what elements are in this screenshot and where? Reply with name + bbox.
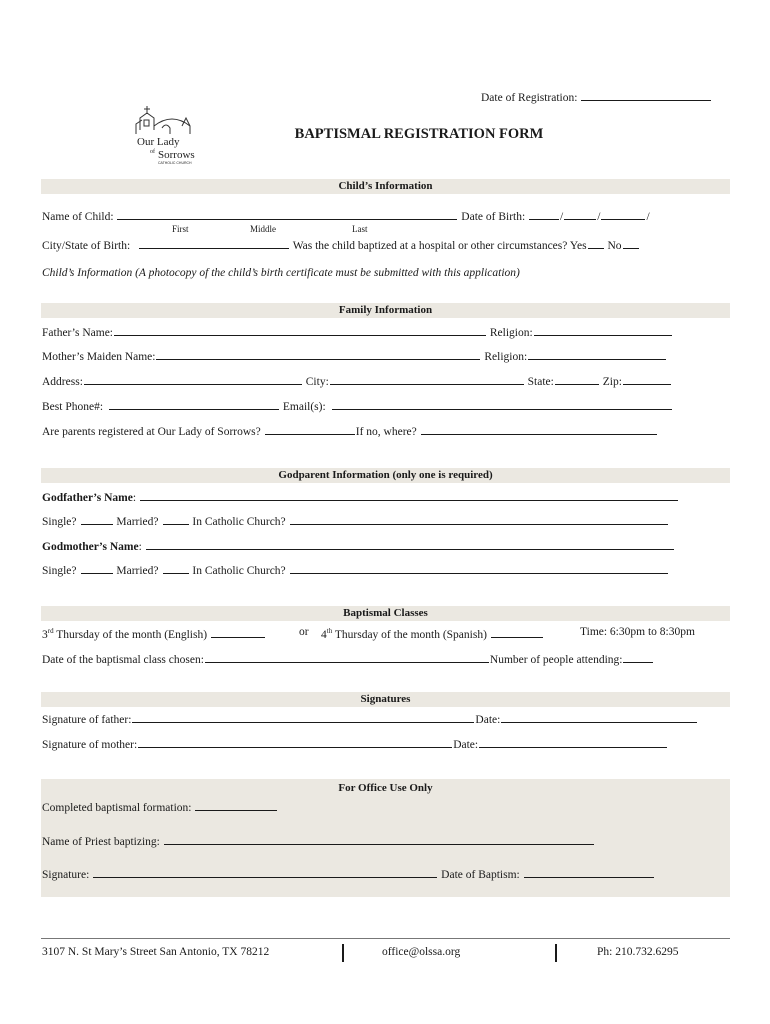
mother-signature-date-blank[interactable] — [479, 736, 667, 748]
first-caption: First — [172, 224, 189, 234]
godfather-status-row — [42, 513, 669, 528]
class-date-row — [42, 651, 654, 666]
hospital-question: Was the child baptized at a hospital or other circumstances? Yes — [292, 240, 587, 252]
middle-caption: Middle — [250, 224, 276, 234]
godmother-status-row — [42, 562, 669, 577]
father-row — [42, 324, 673, 339]
godparent-section-title: Godparent Information (only one is required) — [278, 469, 493, 481]
godfather-single-label: Single? — [42, 516, 77, 528]
phone-email-row — [42, 398, 673, 413]
date-of-registration-field — [481, 89, 712, 104]
baptism-date-label: Date of Baptism: — [441, 869, 520, 881]
english-num: 3 — [42, 629, 48, 641]
godmother-label: Godmother’s Name — [42, 541, 139, 553]
father-name-blank[interactable] — [114, 324, 486, 336]
mother-name-label: Mother’s Maiden Name: — [42, 351, 156, 363]
father-religion-label: Religion: — [489, 327, 533, 339]
family-section-title: Family Information — [338, 304, 433, 316]
address-row — [42, 373, 672, 388]
godmother-catholic-label: In Catholic Church? — [192, 565, 286, 577]
office-signature-row — [42, 866, 655, 881]
english-sup: rd — [47, 627, 54, 636]
city-state-label: City/State of Birth: — [42, 240, 131, 252]
english-class-blank[interactable] — [211, 626, 265, 638]
footer-email[interactable]: office@olssa.org — [382, 946, 461, 958]
mother-religion-blank[interactable] — [528, 348, 666, 360]
godfather-single-blank[interactable] — [81, 513, 113, 525]
form-title: BAPTISMAL REGISTRATION FORM — [294, 126, 544, 142]
godmother-catholic-blank[interactable] — [290, 562, 668, 574]
godfather-row: Godfather’s Name: — [42, 489, 679, 504]
office-signature-blank[interactable] — [93, 866, 437, 878]
godmother-single-label: Single? — [42, 565, 77, 577]
godfather-catholic-blank[interactable] — [290, 513, 668, 525]
godfather-married-blank[interactable] — [163, 513, 189, 525]
english-class-label: Thursday of the month (English) — [56, 629, 208, 641]
spanish-class-option — [321, 626, 544, 641]
godfather-blank[interactable] — [140, 489, 678, 501]
priest-label: Name of Priest baptizing: — [42, 836, 160, 848]
if-no-label: If no, where? — [355, 426, 417, 438]
logo-line3: Sorrows — [158, 149, 195, 161]
city-state-row — [42, 237, 640, 252]
child-section-title: Child’s Information — [338, 180, 433, 192]
spanish-class-label: Thursday of the month (Spanish) — [334, 629, 487, 641]
address-label: Address: — [42, 376, 83, 388]
attending-label: Number of people attending: — [489, 654, 623, 666]
godmother-single-blank[interactable] — [81, 562, 113, 574]
godmother-married-label: Married? — [116, 565, 159, 577]
father-signature-row — [42, 711, 698, 726]
dob-year-blank[interactable] — [601, 208, 645, 220]
email-label: Email(s): — [282, 401, 326, 413]
signatures-section-band — [41, 692, 730, 707]
family-section-band — [41, 303, 730, 318]
dob-day-blank[interactable] — [564, 208, 596, 220]
address-blank[interactable] — [84, 373, 302, 385]
godmother-married-blank[interactable] — [163, 562, 189, 574]
completed-formation-blank[interactable] — [195, 799, 277, 811]
hospital-yes-blank[interactable] — [588, 237, 604, 249]
class-date-blank[interactable] — [205, 651, 489, 663]
phone-label: Best Phone#: — [42, 401, 104, 413]
english-class-option — [42, 626, 266, 641]
office-section-title: For Office Use Only — [338, 782, 433, 794]
hospital-no-blank[interactable] — [623, 237, 639, 249]
logo-line4: CATHOLIC CHURCH — [158, 161, 192, 165]
class-time: Time: 6:30pm to 8:30pm — [580, 626, 695, 638]
dob-label: Date of Birth: — [461, 211, 526, 223]
godfather-married-label: Married? — [116, 516, 159, 528]
spanish-sup: th — [326, 627, 333, 636]
hospital-no-label: No — [607, 240, 622, 252]
or-label: or — [299, 626, 309, 638]
classes-section-band — [41, 606, 730, 621]
date-of-registration-blank[interactable] — [581, 89, 711, 101]
signatures-section-title: Signatures — [360, 693, 411, 705]
father-religion-blank[interactable] — [534, 324, 672, 336]
date-of-registration-label: Date of Registration: — [481, 92, 578, 104]
registered-question: Are parents registered at Our Lady of Sorrows? — [42, 426, 261, 438]
classes-section-title: Baptismal Classes — [343, 607, 428, 619]
godfather-label: Godfather’s Name — [42, 492, 133, 504]
dob-month-blank[interactable] — [529, 208, 559, 220]
baptism-date-blank[interactable] — [524, 866, 654, 878]
child-name-row: Name of Child: Date of Birth: / / / — [42, 208, 650, 223]
state-blank[interactable] — [555, 373, 599, 385]
priest-row — [42, 833, 595, 848]
footer-divider — [41, 938, 730, 939]
attending-blank[interactable] — [623, 651, 653, 663]
class-date-label: Date of the baptismal class chosen: — [42, 654, 204, 666]
city-label: City: — [305, 376, 329, 388]
godmother-blank[interactable] — [146, 538, 674, 550]
child-name-blank[interactable] — [117, 208, 457, 220]
zip-blank[interactable] — [623, 373, 671, 385]
completed-formation-label: Completed baptismal formation: — [42, 802, 192, 814]
city-blank[interactable] — [330, 373, 524, 385]
email-blank[interactable] — [332, 398, 672, 410]
footer-phone: Ph: 210.732.6295 — [597, 946, 679, 958]
mother-religion-label: Religion: — [484, 351, 528, 363]
birth-certificate-note: Child’s Information (A photocopy of the child’s birth certificate must be submitted with this application) — [42, 267, 520, 279]
godparent-section-band — [41, 468, 730, 483]
footer-address: 3107 N. St Mary’s Street San Antonio, TX 78212 — [42, 946, 270, 958]
mother-row — [42, 348, 667, 363]
father-signature-blank[interactable] — [132, 711, 474, 723]
zip-label: Zip: — [602, 376, 622, 388]
mother-signature-date-label: Date: — [453, 739, 479, 751]
father-signature-label: Signature of father: — [42, 714, 132, 726]
city-state-blank[interactable] — [139, 237, 289, 249]
if-no-blank[interactable] — [421, 423, 657, 435]
phone-blank[interactable] — [109, 398, 279, 410]
footer-separator-1 — [342, 944, 344, 962]
registered-blank[interactable] — [265, 423, 355, 435]
godmother-row: Godmother’s Name: — [42, 538, 675, 553]
last-caption: Last — [352, 224, 368, 234]
footer-separator-2 — [555, 944, 557, 962]
registered-row — [42, 423, 658, 438]
father-signature-date-label: Date: — [475, 714, 501, 726]
mother-signature-row — [42, 736, 668, 751]
father-name-label: Father’s Name: — [42, 327, 114, 339]
logo-line1: Our Lady — [137, 136, 180, 148]
mother-name-blank[interactable] — [156, 348, 480, 360]
father-signature-date-blank[interactable] — [501, 711, 697, 723]
spanish-num: 4 — [321, 629, 327, 641]
child-name-label: Name of Child: — [42, 211, 114, 223]
completed-formation-row — [42, 799, 278, 814]
priest-blank[interactable] — [164, 833, 594, 845]
office-signature-label: Signature: — [42, 869, 90, 881]
state-label: State: — [527, 376, 554, 388]
mother-signature-label: Signature of mother: — [42, 739, 138, 751]
office-use-panel — [41, 779, 730, 897]
child-section-band — [41, 179, 730, 194]
spanish-class-blank[interactable] — [491, 626, 543, 638]
logo-line2: of — [150, 149, 155, 155]
godfather-catholic-label: In Catholic Church? — [192, 516, 286, 528]
mother-signature-blank[interactable] — [138, 736, 452, 748]
